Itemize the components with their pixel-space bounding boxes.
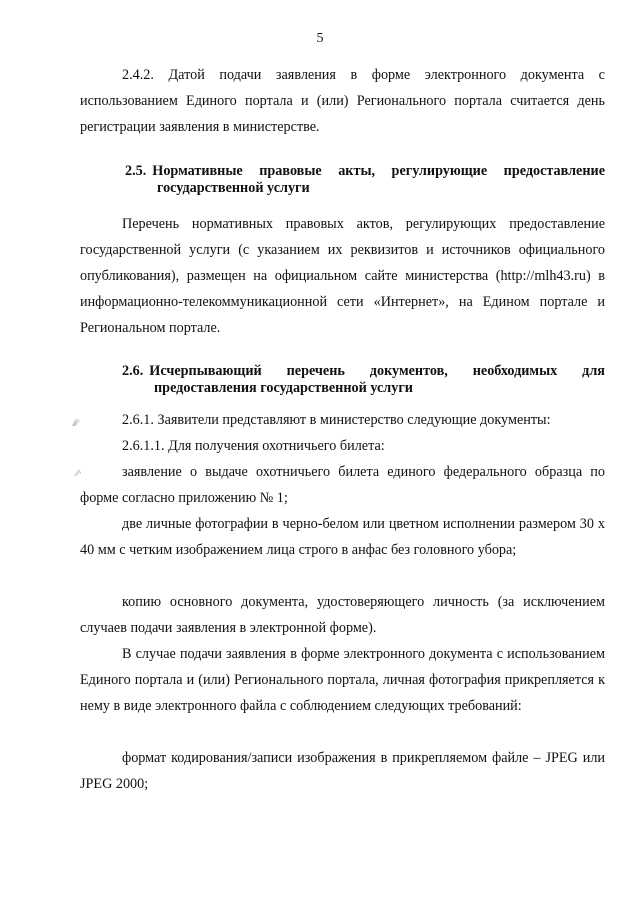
paragraph-id-copy: копию основного документа, удостоверяющего личность (за исключением случаев подачи заявления в электронной форме). [80,594,605,636]
paragraph-2-6-1-1: 2.6.1.1. Для получения охотничьего билета: [122,438,385,454]
paragraph-photos: две личные фотографии в черно-белом или цветном исполнении размером 30 х 40 мм с четким изображением лица строго в анфас без головного убора; [80,516,605,558]
page-number: 5 [316,31,324,46]
paragraph-2-6-1: 2.6.1. Заявители представляют в министерство следующие документы: [122,412,551,428]
scan-artifact: ⁄⁄· [76,468,82,478]
section-title-2-6: Исчерпывающий перечень документов, необходимых для предоставления государственной услуги [149,363,605,396]
paragraph-photo-format: формат кодирования/записи изображения в прикрепляемом файле – JPEG или JPEG 2000; [80,750,605,792]
paragraph-2-4-2: 2.4.2. Датой подачи заявления в форме электронного документа с использованием Единого портала и (или) Регионального портала считается день регистрации заявления в министерстве. [80,67,605,135]
section-number-2-6: 2.6. [122,363,144,379]
paragraph-application: заявление о выдаче охотничьего билета единого федерального образца по форме согласно приложению № 1; [80,464,605,506]
section-heading-2-5 [125,163,605,197]
section-number-2-5: 2.5. [125,163,147,179]
paragraph-2-5: Перечень нормативных правовых актов, регулирующих предоставление государственной услуги (с указанием их реквизитов и источников официального опубликования), размещен на официальном сайте министерства (http://mlh43.ru) в информационно-телекоммуникационной сети «Интернет», на Едином портале и Региональном портале. [80,216,605,336]
paragraph-electronic-submission: В случае подачи заявления в форме электронного документа с использованием Единого портала и (или) Регионального портала, личная фотография прикрепляется к нему в виде электронного файла с соблюдением следующих требований: [80,646,605,714]
section-title-2-5: Нормативные правовые акты, регулирующие предоставление государственной услуги [152,163,605,196]
section-heading-2-6 [122,363,605,397]
scan-artifact: ⅈ⁄⁄ [72,418,79,428]
